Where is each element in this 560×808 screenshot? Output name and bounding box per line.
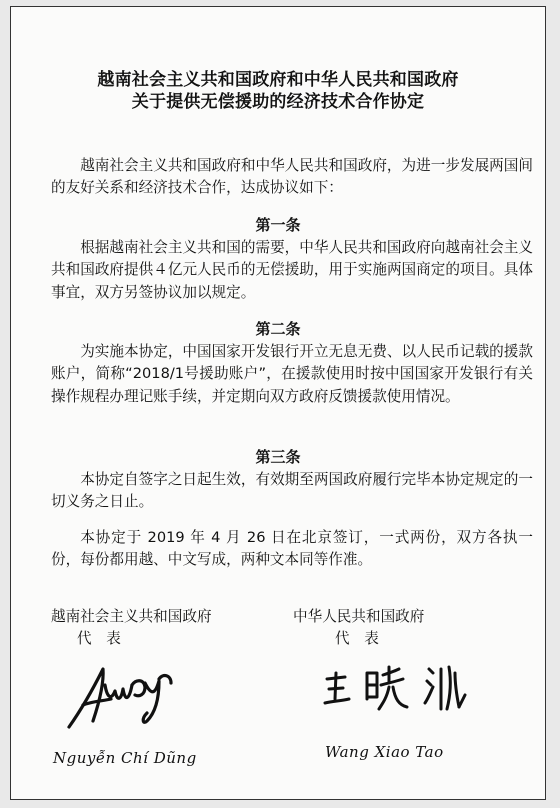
article-3-heading: 第三条 bbox=[255, 448, 301, 466]
document-title-line1: 越南社会主义共和国政府和中华人民共和国政府 bbox=[97, 70, 459, 90]
article-1-text: 根据越南社会主义共和国的需要，中华人民共和国政府向越南社会主义共和国政府提供４亿元人民币的无偿援助，用于实施两国商定的项目。具体事宜，双方另签协议加以规定。 bbox=[51, 239, 533, 301]
left-handwritten-signature bbox=[59, 655, 189, 737]
right-signatory-rep: 代 表 bbox=[335, 630, 379, 647]
article-2-text: 为实施本协定，中国国家开发银行开立无息无费、以人民币记载的援款账户，简称“2018/1号援助账户”，在援款使用时按中国国家开发银行有关操作规程办理记账手续，并定期向双方政府反馈援款使用情况。 bbox=[51, 343, 533, 405]
document-page bbox=[10, 6, 546, 800]
closing-paragraph: 本协定于 2019 年 4 月 26 日在北京签订，一式两份，双方各执一份，每份都用越、中文写成，两种文本同等作准。 bbox=[51, 529, 533, 569]
left-signatory-rep: 代 表 bbox=[77, 630, 121, 647]
left-signatory-org: 越南社会主义共和国政府 bbox=[51, 608, 212, 625]
document-title-line2: 关于提供无偿援助的经济技术合作协定 bbox=[131, 92, 425, 112]
left-signatory-name: Nguyễn Chí Dũng bbox=[53, 749, 197, 767]
preamble-paragraph: 越南社会主义共和国政府和中华人民共和国政府，为进一步发展两国间的友好关系和经济技术合作，达成协议如下： bbox=[51, 157, 533, 197]
right-signatory-name: Wang Xiao Tao bbox=[325, 743, 444, 761]
right-handwritten-signature bbox=[323, 659, 473, 719]
right-signatory-org: 中华人民共和国政府 bbox=[293, 608, 425, 625]
article-1-heading: 第一条 bbox=[255, 216, 301, 234]
article-3-text: 本协定自签字之日起生效，有效期至两国政府履行完毕本协定规定的一切义务之日止。 bbox=[51, 471, 533, 511]
article-2-heading: 第二条 bbox=[255, 320, 301, 338]
